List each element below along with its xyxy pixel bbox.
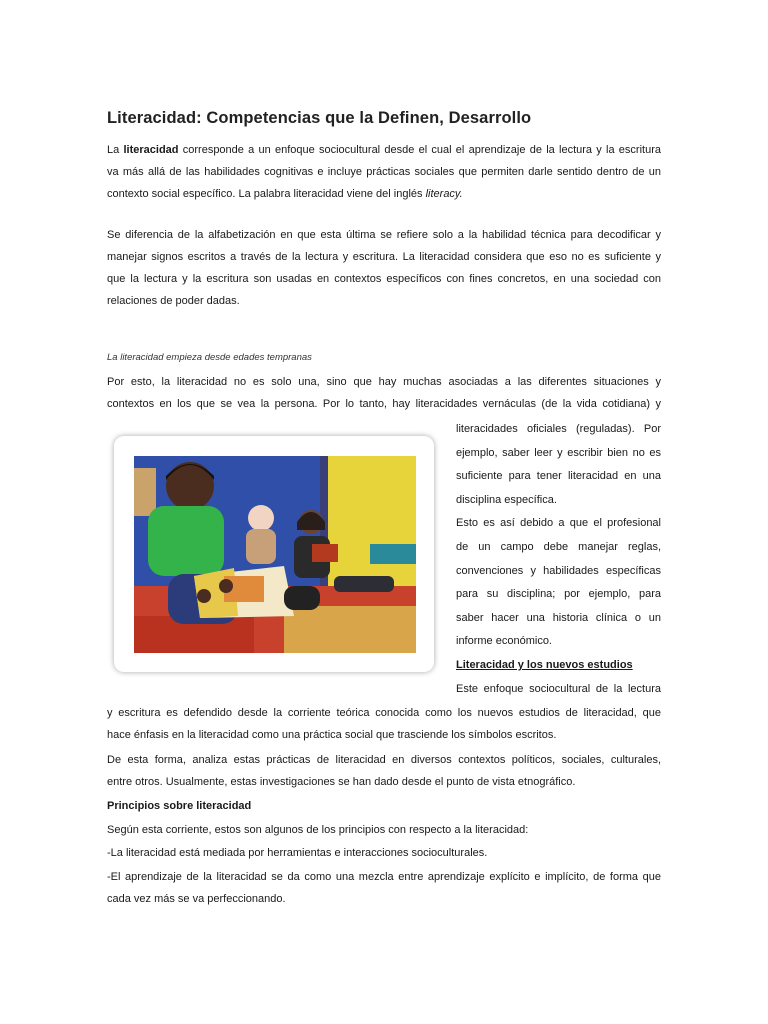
difference-line: Se diferencia de la alfabetización en que esta última se refiere solo a la habilidad técnica para decodificar y xyxy=(107,229,661,241)
wrapped-column xyxy=(456,418,661,701)
early-line: Por esto, la literacidad no es solo una, sino que hay muchas asociadas a las diferentes situaciones y xyxy=(107,376,661,388)
column-line: convenciones y habilidades específicas xyxy=(456,564,661,577)
document-title: Literacidad: Competencias que la Definen, Desarrollo xyxy=(107,109,532,127)
difference-line: manejar signos escritos a través de la lectura y escritura. La literacidad considera que eso no es suficiente y xyxy=(107,251,661,263)
difference-line: que la lectura y la escritura son usadas en contextos específicos con fines concretos, en una sociedad con xyxy=(107,273,661,285)
children-reading-photo xyxy=(134,456,416,653)
column-line: suficiente para tener literacidad en una xyxy=(456,470,661,483)
new-studies-subheading: Literacidad y los nuevos estudios xyxy=(456,658,633,671)
intro-paragraph xyxy=(107,139,661,205)
column-line: saber hacer una historia clínica o un xyxy=(456,611,661,624)
column-line: informe económico. xyxy=(456,635,552,648)
column-line: disciplina específica. xyxy=(456,493,557,506)
analysis-line: De esta forma, analiza estas prácticas de literacidad en diversos contextos políticos, sociales, culturales, xyxy=(107,754,661,766)
column-line: de un campo debe manejar reglas, xyxy=(456,540,661,553)
difference-paragraph xyxy=(107,224,661,312)
intro-line-1: La literacidad corresponde a un enfoque sociocultural desde el cual el aprendizaje de la lectura y la escritura xyxy=(107,144,661,156)
new-studies-line: hace énfasis en la literacidad como una práctica social que trasciende los símbolos escritos. xyxy=(107,729,557,741)
principle-line: -El aprendizaje de la literacidad se da como una mezcla entre aprendizaje explícito e implícito, de forma que xyxy=(107,871,661,883)
column-line: para su disciplina; por ejemplo, para xyxy=(456,588,661,601)
column-line: Esto es así debido a que el profesional xyxy=(456,517,661,530)
new-studies-paragraph xyxy=(107,702,661,746)
analysis-paragraph xyxy=(107,749,661,793)
principle-item: -La literacidad está mediada por herramientas e interacciones socioculturales. xyxy=(107,847,488,859)
principle-line: cada vez más se va perfeccionando. xyxy=(107,893,286,905)
intro-line-3: contexto social específico. La palabra literacidad viene del inglés literacy. xyxy=(107,188,463,200)
principles-intro: Según esta corriente, estos son algunos de los principios con respecto a la literacidad: xyxy=(107,824,529,836)
principle-item-2 xyxy=(107,866,661,910)
children-reading-illustration xyxy=(134,456,416,653)
intro-line-2: va más allá de las habilidades cognitivas e incluye prácticas sociales que permiten darle sentido dentro de un xyxy=(107,166,661,178)
term-literacidad: literacidad xyxy=(123,144,179,156)
difference-line: relaciones de poder dadas. xyxy=(107,295,240,307)
analysis-line: entre otros. Usualmente, estas investigaciones se han dado desde el punto de vista etnográfico. xyxy=(107,776,576,788)
early-paragraph xyxy=(107,371,661,415)
photo-frame xyxy=(114,436,434,672)
principles-heading: Principios sobre literacidad xyxy=(107,800,252,812)
column-line: Este enfoque sociocultural de la lectura xyxy=(456,682,661,695)
new-studies-line: y escritura es defendido desde la corriente teórica conocida como los nuevos estudios de literacidad, que xyxy=(107,707,661,719)
column-line: ejemplo, saber leer y escribir bien no es xyxy=(456,446,661,459)
term-literacy: literacy. xyxy=(425,188,463,200)
image-caption: La literacidad empieza desde edades tempranas xyxy=(107,352,312,363)
column-line: literacidades oficiales (reguladas). Por xyxy=(456,423,661,435)
early-line: contextos en los que se vea la persona. Por lo tanto, hay literacidades vernáculas (de la vida cotidiana) y xyxy=(107,398,661,410)
